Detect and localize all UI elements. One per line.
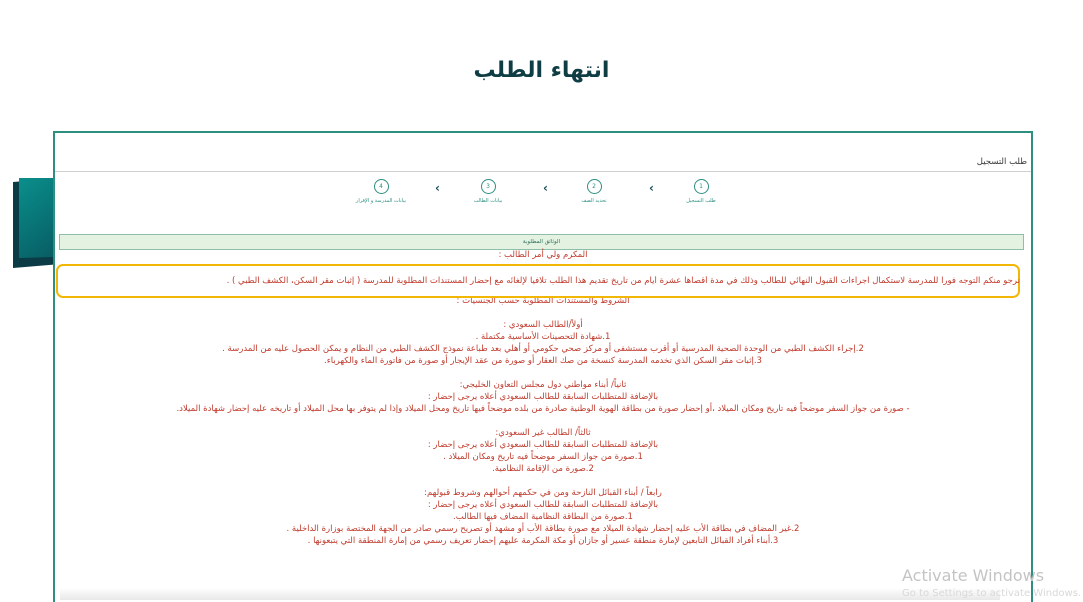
step-1-label: طلب التسجيل [686, 198, 716, 204]
section-4-title: رابعاً / أبناء القبائل النازحة ومن في حكمهم أحوالهم وشروط قبولهم: [424, 488, 662, 498]
frame-shadow [60, 588, 1000, 600]
wizard-steps [55, 179, 1031, 219]
section-3-line: بالإضافة للمتطلبات السابقة للطالب السعودي أعلاه يرجى إحضار : [427, 440, 659, 450]
step-2-label: تحديد الصف [581, 198, 607, 204]
greeting: المكرم ولي أمر الطالب : [498, 250, 588, 260]
section-4-line: 3.أبناء أفراد القبائل التابعين لإمارة منطقة عسير أو جازان أو مكة المكرمة عليهم إحضار تعريف رسمي من إمارة المنطقة التي يتبعونها . [307, 536, 779, 546]
section-2-title: ثانياً/ أبناء مواطني دول مجلس التعاون الخليجي: [459, 380, 627, 390]
section-3-line: 2.صورة من الإقامة النظامية. [492, 464, 594, 474]
page-header [55, 133, 1031, 172]
section-4-line: بالإضافة للمتطلبات السابقة للطالب السعودي أعلاه يرجى إحضار : [427, 500, 659, 510]
step-4-label: بيانات المدرسة و الإقرار [355, 198, 407, 204]
screenshot-frame [53, 131, 1033, 602]
chevron-left-icon: ‹ [435, 181, 440, 195]
step-2[interactable] [539, 179, 649, 204]
activate-windows-watermark: Activate Windows [902, 566, 1045, 585]
chevron-left-icon: ‹ [649, 181, 654, 195]
step-2-circle: 2 [587, 179, 602, 194]
section-4-line: 2.غير المضاف في بطاقة الأب عليه إحضار شهادة الميلاد مع صورة بطاقة الأب أو مشهد أو تصريح رسمي صادر من الجهة المختصة بوزارة الداخلية . [286, 524, 800, 534]
section-3-title: ثالثاً/ الطالب غير السعودي: [495, 428, 591, 438]
conditions-title: الشروط والمستندات المطلوبة حسب الجنسيات : [456, 296, 630, 306]
step-1[interactable] [646, 179, 756, 204]
section-2-line: - صورة من جواز السفر موضحاً فيه تاريخ ومكان الميلاد ،أو إحضار صورة من بطاقة الهوية الوطنية صادرة من بلده موضحاً فيها تاريخ ومحل الميلاد وإذا لم يتوفر بها محل الميلاد أو تاريخه عليه إحضار شهادة الميلاد. [176, 404, 910, 414]
step-3-label: بيانات الطالب [473, 198, 503, 204]
section-2-line: بالإضافة للمتطلبات السابقة للطالب السعودي أعلاه يرجى إحضار : [427, 392, 659, 402]
section-3-line: 1.صورة من جواز السفر موضحاً فيه تاريخ ومكان الميلاد . [443, 452, 643, 462]
step-3[interactable] [433, 179, 543, 204]
section-1-line: 2.إجراء الكشف الطبي من الوحدة الصحية المدرسية أو أقرب مستشفى أو مركز صحي حكومي أو أهلي بعد طباعة نموذج الكشف الطبي من النظام و يمكن الحصول عليه من المدرسة . [222, 344, 864, 354]
step-1-circle: 1 [694, 179, 709, 194]
slide-title: انتهاء الطلب [473, 58, 610, 83]
section-4-line: 1.صورة من البطاقة النظامية المضاف فيها الطالب. [453, 512, 633, 522]
activate-windows-subtitle: Go to Settings to activate Windows. [902, 588, 1082, 599]
highlighted-notice: نرجو منكم التوجه فورا للمدرسة لاستكمال اجراءات القبول النهائي للطالب وذلك في مدة أقصاها عشرة أيام من تاريخ تقديم هذا الطلب تلافيا لإلغائه مع إحضار المستندات المطلوبة للمدرسة ( إثبات مقر السكن، الكشف الطبي ) . [226, 276, 1020, 286]
documents-section-bar: الوثائق المطلوبة [59, 234, 1024, 250]
step-4[interactable] [326, 179, 436, 204]
chevron-left-icon: ‹ [543, 181, 548, 195]
section-1-title: أولاً/الطالب السعودي : [503, 320, 583, 330]
section-1-line: 1.شهادة التحصينات الأساسية مكتملة . [475, 332, 611, 342]
step-3-circle: 3 [481, 179, 496, 194]
page-header-title: طلب التسجيل [976, 157, 1027, 167]
section-1-line: 3.إثبات مقر السكن الذي تخدمه المدرسة كنسخة من صك العقار أو صورة من عقد الإيجار أو صورة من فاتورة الماء والكهرباء. [324, 356, 762, 366]
step-4-circle: 4 [374, 179, 389, 194]
